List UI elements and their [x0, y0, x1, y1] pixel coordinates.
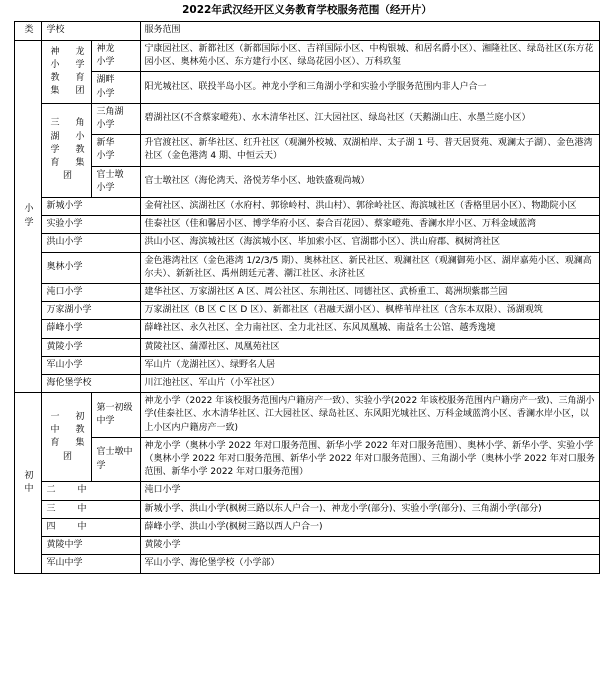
service-range-cell: 宁康园社区、新都社区（新都国际小区、吉祥国际小区、中构银城、和居名爵小区）、湘隆社区、绿岛社区(东方花园小区、奥林苑小区、东方建行小区、绿岛花园小区）、万科玖玺 — [140, 41, 599, 72]
table-row — [15, 356, 599, 374]
group-line: 育 集 — [50, 438, 85, 449]
group-line: 团 — [62, 171, 72, 182]
school-cell: 湖畔 小学 — [92, 72, 140, 103]
school-cell: 官士墩 小学 — [92, 166, 140, 197]
service-range-cell: 升官渡社区、新华社区、红升社区（观澜外校城、双湖柏岸、太子湖 1 号、普天居贤苑、观澜太子湖）、金色港湾社区（金色港湾 4 期、中恒云天） — [140, 135, 599, 166]
service-range-cell: 建华社区、万家湖社区 A 区、周公社区、东荆社区、同德社区、武桥重工、葛洲坝紫郡兰园 — [140, 284, 599, 302]
service-range-cell: 神龙小学（奥林小学 2022 年对口服务范围、新华小学 2022 年对口服务范围）、奥林小学、新华小学、实验小学（奥林小学 2022 年对口服务范围、新华小学 2022 年对口服务范围）、三角湖小学（奥林小学 2022 年对口服务范围、新华小学 2022 年对口服务范围） — [140, 437, 599, 482]
school-cell: 沌口小学 — [42, 284, 140, 302]
group-line: 湖 小 — [50, 131, 85, 142]
group-line: 学 教 — [50, 144, 85, 155]
table-row — [15, 135, 599, 166]
service-range-cell: 碧湖社区(不含蔡家嶝苑）、水木清华社区、江大园社区、绿岛社区（天鹅湖山庄、水墨兰庭小区） — [140, 103, 599, 134]
category-cell-junior — [15, 393, 42, 573]
school-name-spaced: 四 中 — [46, 521, 87, 532]
table-row — [15, 500, 599, 518]
table-row — [15, 103, 599, 134]
service-range-cell: 黄陵小学 — [140, 537, 599, 555]
group-line: 团 — [62, 451, 72, 462]
page-title: 2022年武汉经开区义务教育学校服务范围（经开片） — [182, 4, 432, 16]
group-line: 小 学 — [50, 59, 85, 70]
table-row — [15, 284, 599, 302]
school-cell: 新华 小学 — [92, 135, 140, 166]
group-name-sanjiaohu — [42, 103, 92, 197]
service-range-cell: 川江池社区、军山片（小军社区） — [140, 375, 599, 393]
school-name-spaced: 二 中 — [46, 485, 87, 496]
table-row — [15, 302, 599, 320]
service-range-cell: 洪山小区、海滨城社区（海滨城小区、毕加索小区、官湖郡小区）、洪山府郡、枫树湾社区 — [140, 234, 599, 252]
group-line: 育 集 — [50, 158, 85, 169]
school-cell: 实验小学 — [42, 216, 140, 234]
category-char-1: 学 — [24, 217, 34, 228]
category-cell-primary — [15, 41, 42, 393]
group-line: 教 育 — [50, 72, 85, 83]
service-range-cell: 金色港湾社区（金色港湾 1/2/3/5 期）、奥林社区、新民社区、观澜社区（观澜御苑小区、湖岸嘉苑小区、观澜高尔夫）、新新社区、禹州朗廷元著、潮江社区、永济社区 — [140, 252, 599, 283]
table-row — [15, 216, 599, 234]
group-line: 一 初 — [50, 411, 85, 422]
service-range-cell: 官士墩社区（海伦湾天、洛悦芳华小区、地铁盛观尚城） — [140, 166, 599, 197]
table-row — [15, 482, 599, 500]
service-range-cell: 军山小学、海伦堡学校（小学部） — [140, 555, 599, 573]
school-cell: 薛峰小学 — [42, 320, 140, 338]
table-row — [15, 338, 599, 356]
table-row — [15, 41, 599, 72]
service-range-cell: 神龙小学（2022 年该校服务范围内户籍房产一致）、实验小学(2022 年该校服务范围内户籍房产一致)、三角湖小学(佳泰社区、水木清华社区、江大园社区、绿岛社区、东风阳光城社区、万科金域蓝湾小区、香澜水岸小区，以上小区内户籍房产一致) — [140, 393, 599, 438]
table-row — [15, 252, 599, 283]
table-row — [15, 320, 599, 338]
service-range-cell: 沌口小学 — [140, 482, 599, 500]
service-range-cell: 阳光城社区、联投半岛小区。神龙小学和三角湖小学和实验小学服务范围内非人户合一 — [140, 72, 599, 103]
header-category: 类 — [15, 22, 42, 41]
school-cell: 海伦堡学校 — [42, 375, 140, 393]
group-line: 神 龙 — [50, 46, 85, 57]
service-range-cell: 金荷社区、滨湖社区（水府村、郭徐岭村、洪山村）、郭徐岭社区、海滨城社区（香格里居小区）、物勘院小区 — [140, 198, 599, 216]
category-char-0: 小 — [24, 204, 34, 215]
service-range-table — [14, 21, 599, 574]
table-row — [15, 518, 599, 536]
school-cell — [42, 482, 140, 500]
table-row — [15, 72, 599, 103]
group-name-shenlong — [42, 41, 92, 104]
table-row — [15, 375, 599, 393]
school-cell: 军山中学 — [42, 555, 140, 573]
service-range-cell: 新城小学、洪山小学(枫树三路以东人户合一)、神龙小学(部分)、实验小学(部分)、三角湖小学(部分) — [140, 500, 599, 518]
school-cell — [42, 518, 140, 536]
table-row — [15, 198, 599, 216]
group-line: 集 团 — [50, 86, 85, 97]
school-cell: 新城小学 — [42, 198, 140, 216]
service-range-cell: 军山片（龙湖社区）、绿野名人居 — [140, 356, 599, 374]
service-range-cell: 薛峰小学、洪山小学(枫树三路以西人户合一) — [140, 518, 599, 536]
school-cell: 第一初级 中学 — [92, 393, 140, 438]
table-row — [15, 537, 599, 555]
group-name-yizhong — [42, 393, 92, 482]
service-range-cell: 薛峰社区、永久社区、全力南社区、全力北社区、东风凤凰城、南益名士公馆、越秀逸境 — [140, 320, 599, 338]
school-cell: 万家湖小学 — [42, 302, 140, 320]
category-char-1: 中 — [24, 483, 34, 494]
school-cell: 黄陵中学 — [42, 537, 140, 555]
service-range-cell: 万家湖社区（B 区 C 区 D 区）、新都社区（君融天湖小区）、枫桦苇岸社区（含东本双限）、汤湖观筑 — [140, 302, 599, 320]
table-row — [15, 437, 599, 482]
table-row — [15, 166, 599, 197]
table-row — [15, 555, 599, 573]
group-line: 三 角 — [50, 118, 85, 129]
school-cell: 三角湖 小学 — [92, 103, 140, 134]
header-school: 学校 — [42, 22, 140, 41]
school-name-spaced: 三 中 — [46, 503, 87, 514]
service-range-cell: 佳泰社区（佳和馨居小区、博学华府小区、泰合百花园）、蔡家嶝苑、香澜水岸小区、万科金域蓝湾 — [140, 216, 599, 234]
school-cell: 黄陵小学 — [42, 338, 140, 356]
header-service-range: 服务范围 — [140, 22, 599, 41]
category-char-0: 初 — [24, 470, 34, 481]
table-header-row — [15, 22, 599, 41]
service-range-cell: 黄陵社区、蒲潭社区、凤凰苑社区 — [140, 338, 599, 356]
school-cell: 神龙 小学 — [92, 41, 140, 72]
school-cell: 官士墩中 学 — [92, 437, 140, 482]
table-row — [15, 393, 599, 438]
school-cell: 洪山小学 — [42, 234, 140, 252]
group-line: 中 教 — [50, 425, 85, 436]
table-row — [15, 234, 599, 252]
school-cell — [42, 500, 140, 518]
school-cell: 军山小学 — [42, 356, 140, 374]
school-cell: 奥林小学 — [42, 252, 140, 283]
